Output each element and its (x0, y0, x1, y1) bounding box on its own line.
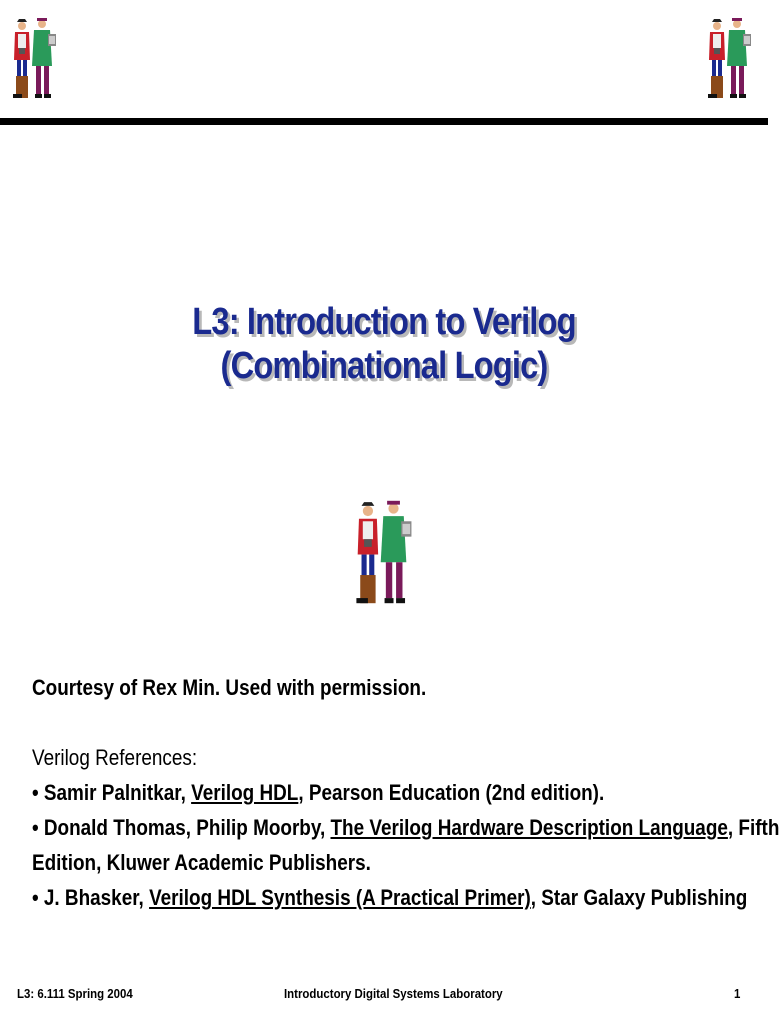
reference-item (32, 880, 748, 915)
reference-publisher: , Star Galaxy Publishing (530, 885, 748, 910)
footer-page-number: 1 (734, 986, 741, 1001)
reference-author: • Samir Palnitkar, (32, 780, 192, 805)
references-heading: Verilog References: (32, 745, 198, 770)
reference-book-title: Verilog HDL Synthesis (A Practical Primer) (149, 885, 531, 910)
footer-lab-name: Introductory Digital Systems Laboratory (284, 986, 503, 1001)
slide-body (32, 670, 779, 915)
reference-book-title: The Verilog Hardware Description Language (330, 815, 728, 840)
reference-author: • J. Bhasker, (32, 885, 150, 910)
scholars-logo-center-icon (350, 498, 414, 606)
scholars-logo-right-icon (703, 16, 753, 100)
reference-author: • Donald Thomas, Philip Moorby, (32, 815, 331, 840)
courtesy-note: Courtesy of Rex Min. Used with permission. (32, 675, 427, 700)
title-line-2: (Combinational Logic) (220, 345, 548, 387)
reference-item (32, 810, 779, 845)
footer-course-label: L3: 6.111 Spring 2004 (17, 986, 133, 1001)
reference-book-title: Verilog HDL (191, 780, 299, 805)
reference-publisher: , Fifth (727, 815, 779, 840)
slide-title (54, 300, 714, 388)
scholars-logo-left-icon (8, 16, 58, 100)
reference-item (32, 775, 643, 810)
reference-publisher: , Pearson Education (2nd edition). (298, 780, 605, 805)
header-rule (0, 118, 768, 125)
title-line-1: L3: Introduction to Verilog (192, 301, 576, 343)
reference-continuation: Edition, Kluwer Academic Publishers. (32, 850, 371, 875)
